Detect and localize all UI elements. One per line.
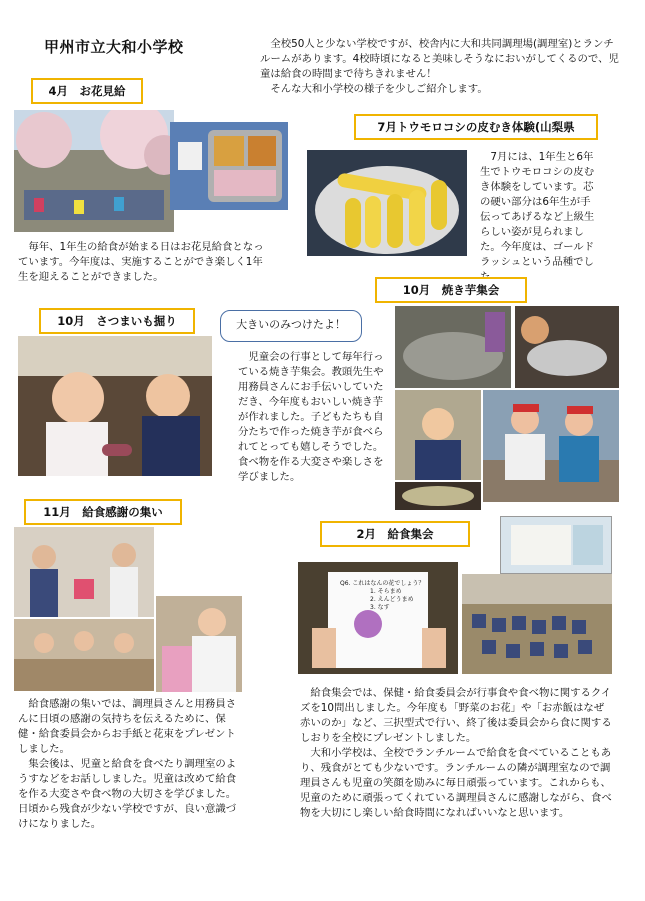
quiz-heading: Q6. これはなんの花でしょう？ bbox=[340, 580, 425, 587]
quiz-board-photo bbox=[298, 562, 458, 674]
nov-paragraph-1: 給食感謝の集いでは、調理員さんと用務員さんに日頃の感謝の気持ちを伝えるために、保健・給食委員会からお手紙と花束をプレゼントしました。 bbox=[18, 698, 237, 755]
nov-paragraph-2: 集会後は、児童と給食を食べたり調理室のようすなどをお話ししました。児童は改めて給食を作る大変さや食べ物の大切さを学びました。日頃から残食が少ない学校ですが、良い意識づけになりました。 bbox=[18, 758, 237, 830]
cherry-blossom-picnic-photo bbox=[14, 110, 174, 232]
page-title: 甲州市立大和小学校 bbox=[44, 38, 184, 56]
quiz-option-1: 1. そらまめ bbox=[370, 588, 402, 595]
feb-label: 2月 給食集会 bbox=[320, 521, 470, 547]
intro-paragraph-2: そんな大和小学校の様子を少しご紹介します。 bbox=[270, 83, 488, 95]
feb-paragraph-1: 給食集会では、保健・給食委員会が行事食や食べ物に関するクイズを10問出しました。今年度も「野菜のお花」や「お赤飯はなぜ赤いのか」など、三択型式で行い、終了後は委員会から食に関するしおりを全校にプレゼントしました。 bbox=[300, 687, 612, 744]
quiz-option-2: 2. えんどうまめ bbox=[370, 596, 414, 603]
oct-yaki-body: 児童会の行事として毎年行っている焼き芋集会。教頭先生や用務員さんにお手伝いしていただき、今年度もおいしい焼き芋が作れました。子どもたちも自分たちで作った焼き芋が食べられてとっても嬉しそうでした。食べ物を作る大変さや楽しさを学びました。 bbox=[238, 351, 384, 483]
ash-pile-photo bbox=[395, 306, 511, 388]
assembly-hall-photo bbox=[462, 574, 612, 674]
gratitude-gathering-photo bbox=[14, 527, 154, 617]
july-label: 7月トウモロコシの皮むき体験(山梨県 bbox=[354, 114, 598, 140]
kitchen-staff-photo bbox=[156, 596, 242, 692]
bookmark-gift-photo bbox=[500, 516, 612, 574]
intro-paragraph-1: 全校50人と少ない学校ですが、校舎内に大和共同調理場(調理室)とランチルームがあります。4校時頃になると美味しそうなにおいがしてくるので、児童は給食の時間まで待ちきれません！ bbox=[260, 38, 619, 80]
sweet-potato-digging-photo bbox=[18, 336, 212, 476]
quiz-board-text bbox=[340, 580, 430, 612]
april-label: 4月 お花見給 bbox=[31, 78, 143, 104]
foil-packets-photo bbox=[515, 306, 619, 388]
oct-potato-label: 10月 さつまいも掘り bbox=[39, 308, 195, 334]
april-body: 毎年、1年生の給食が始まる日はお花見給食となっています。今年度は、実施することができ楽しく1年生を迎えることができました。 bbox=[18, 241, 264, 283]
nov-label: 11月 給食感謝の集い bbox=[24, 499, 182, 525]
oct-yaki-label: 10月 焼き芋集会 bbox=[375, 277, 527, 303]
nov-body bbox=[18, 697, 243, 832]
intro-text bbox=[260, 37, 620, 97]
speech-bubble: 大きいのみつけたよ！ bbox=[220, 310, 362, 342]
feb-paragraph-2: 大和小学校は、全校でランチルームで給食を食べていることもあり、残食がとても少ないです。ランチルームの隣が調理室なので調理員さんも児童の笑顔を励みに毎日頑張っています。これからも、児童のために頑張ってくれている調理員さんに感謝しながら、食べ物を大切にし楽しい給食時間になればいいなと思います。 bbox=[300, 747, 612, 819]
july-body: 7月には、1年生と6年生でトウモロコシの皮むき体験をしています。芯の硬い部分は6年生が手伝ってあげるなど上級生らしい姿が見られました。今年度は、ゴールドラッシュという品種でし bbox=[480, 151, 595, 268]
corn-basket-photo bbox=[307, 150, 467, 256]
boys-with-potato-photo bbox=[483, 390, 619, 502]
lunch-with-staff-photo bbox=[14, 619, 154, 691]
foil-potatoes-photo bbox=[395, 482, 481, 510]
girl-with-potato-photo bbox=[395, 390, 481, 480]
feb-body bbox=[300, 686, 612, 821]
quiz-option-3: 3. なす bbox=[370, 604, 390, 611]
bento-lunch-photo bbox=[170, 122, 288, 210]
